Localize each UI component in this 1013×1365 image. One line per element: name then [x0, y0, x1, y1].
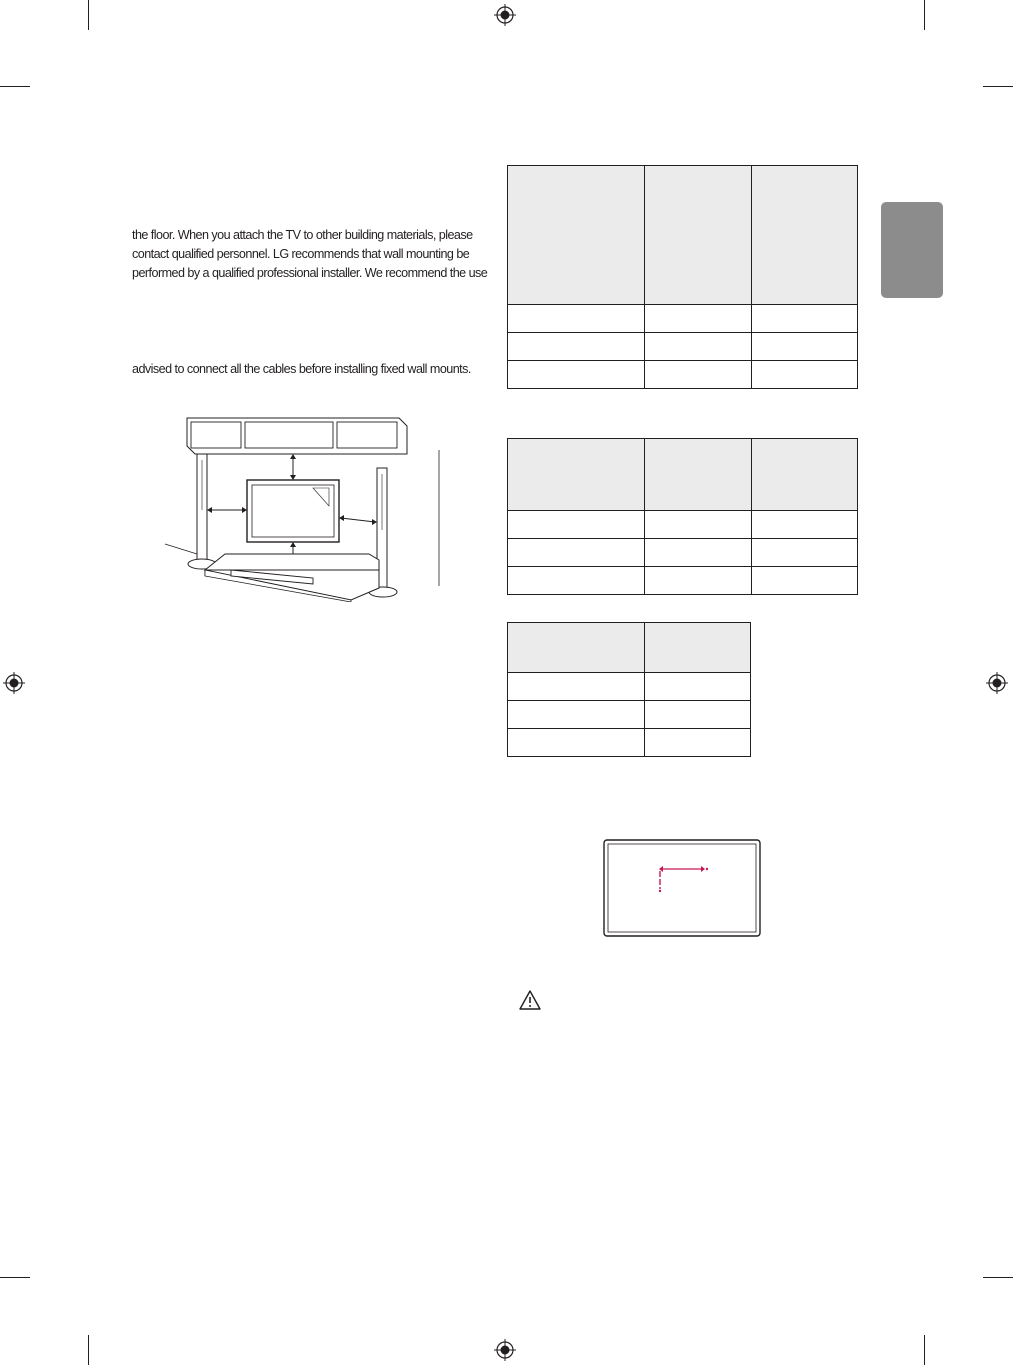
table-row — [508, 729, 751, 757]
table-row — [508, 305, 858, 333]
crop-mark — [88, 1335, 89, 1365]
spec-table-2 — [507, 438, 858, 595]
crop-mark — [924, 0, 925, 30]
table-row — [508, 511, 858, 539]
table-header-row — [508, 439, 858, 511]
table-row — [508, 539, 858, 567]
crop-mark — [924, 1335, 925, 1365]
table-row — [508, 333, 858, 361]
registration-mark-icon — [3, 672, 25, 694]
crop-mark — [983, 86, 1013, 87]
spec-table-1 — [507, 165, 858, 389]
tv-wall-mount-clearance-illustration — [163, 410, 441, 602]
crop-mark — [983, 1277, 1013, 1278]
table-row — [508, 361, 858, 389]
body-text-line: performed by a qualified professional installer. We recommend the use — [132, 266, 488, 280]
table-row — [508, 567, 858, 595]
registration-mark-icon — [986, 672, 1008, 694]
crop-mark — [88, 0, 89, 30]
table-row — [508, 673, 751, 701]
registration-mark-icon — [494, 4, 516, 26]
warning-triangle-icon — [518, 989, 542, 1011]
registration-mark-icon — [494, 1339, 516, 1361]
body-text-line: advised to connect all the cables before installing fixed wall mounts. — [132, 362, 471, 376]
body-text-line: contact qualified personnel. LG recommends that wall mounting be — [132, 247, 470, 261]
table-header-row — [508, 623, 751, 673]
table-row — [508, 701, 751, 729]
body-text-line: the floor. When you attach the TV to other building materials, please — [132, 228, 473, 242]
language-tab — [881, 202, 943, 298]
spec-table-3 — [507, 622, 751, 757]
crop-mark — [0, 1277, 30, 1278]
crop-mark — [0, 86, 30, 87]
tv-back-vesa-dimension-diagram — [603, 839, 761, 937]
table-header-row — [508, 166, 858, 305]
